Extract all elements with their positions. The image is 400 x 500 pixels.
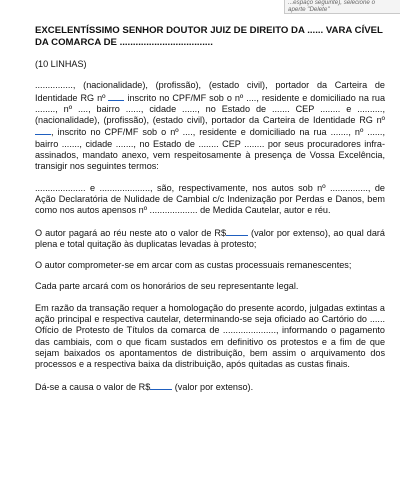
rg-number-field[interactable] <box>108 92 124 101</box>
fees-paragraph: Cada parte arcará com os honorários de seu representante legal. <box>35 281 299 292</box>
rg-number-field-2[interactable] <box>35 126 51 135</box>
case-value-text-a: Dá-se a causa o valor de R$ <box>35 381 151 392</box>
lines-note: (10 LINHAS) <box>35 59 87 69</box>
corner-hint-line-2: aperte "Delete" <box>288 5 330 13</box>
heading-line-1: EXCELENTÍSSIMO SENHOR DOUTOR JUIZ DE DIREITO DA ...... VARA CÍVEL <box>35 25 383 36</box>
payment-text-a: O autor pagará ao réu neste ato o valor de R$ <box>35 227 227 238</box>
case-value-paragraph <box>35 381 385 393</box>
parties-paragraph <box>35 80 385 172</box>
corner-hint-note <box>284 0 400 14</box>
petition-heading <box>35 25 385 49</box>
parties-text-c: , inscrito no CPF/MF sob o nº ...., residente e domiciliado na rua ......., nº ......, bairro ......., cidade ......., no Estado de ........ CEP ........ por seus procuradores infra-assinados, mandato anexo, vem respeitosamente à presença de Vossa Excelência, transigir nos seguintes termos: <box>35 127 385 172</box>
case-value-text-b: (valor por extenso). <box>172 381 254 392</box>
costs-paragraph: O autor comprometer-se em arcar com as custas processuais remanescentes; <box>35 260 352 271</box>
parties-text-b: inscrito no CPF/MF sob o nº ...., residente e domiciliado na rua ........, nº ...., bairro ......, cidade ......, no Estado de ....... CEP ........ e .........., (nacionalidade), (profissão), (estado civil), portador da Carteira de Identidade RG nº <box>35 92 386 126</box>
payment-value-field[interactable] <box>226 227 248 236</box>
homologation-paragraph: Em razão da transação requer a homologação do presente acordo, julgadas extintas a ação principal e respectiva cautelar, determinando-se seja oficiado ao Cartório do ...... Ofício de Protesto de Títulos da comarca de ....................., informando o pagamento das cambiais, com o que ficam sustados em definitivo os protestos e a fim de que sejam baixados os apontamentos de distribuição, bem assim o arquivamento dos processos e a respectiva baixa da distribuição, após quitadas as custas finais. <box>35 302 385 370</box>
payment-text-b: (valor por extenso), ao qual dará plena e total quitação às duplicatas levadas à protesto; <box>35 227 385 249</box>
payment-paragraph <box>35 227 385 251</box>
case-value-field[interactable] <box>150 381 172 390</box>
petition-document <box>35 25 385 393</box>
corner-hint-line-1: ...espaço seguinte), selecione o <box>288 0 376 6</box>
heading-line-2: DA COMARCA DE ................................... <box>35 37 213 48</box>
case-paragraph: .................... e ...................., são, respectivamente, nos autos sob nº ..............., de Ação Declaratória de Nulidade de Cambial c/c Indenização por Perdas e Danos, bem como nos autos apensos nº ................... de Medida Cautelar, autor e réu. <box>35 182 385 216</box>
parties-text-a: ..............., (nacionalidade), (profissão), (estado civil), portador da Carteira de Identidade RG nº <box>35 80 385 103</box>
